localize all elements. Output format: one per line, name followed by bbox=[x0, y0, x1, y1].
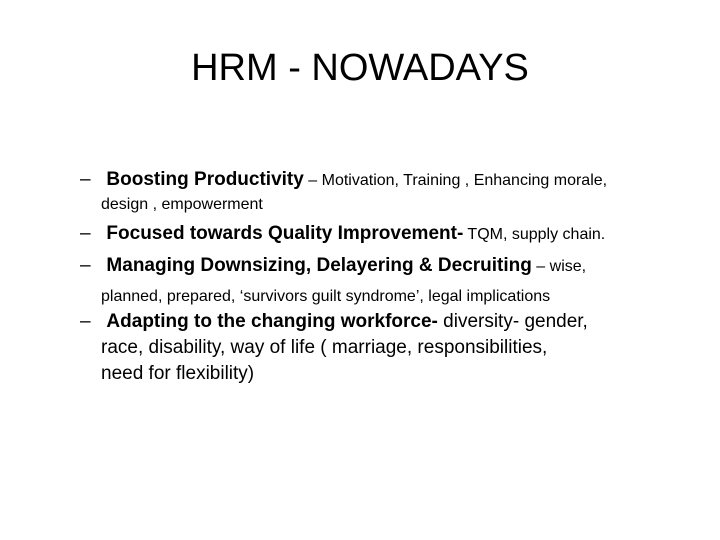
bullet-spacer bbox=[96, 255, 101, 276]
bullet-quality-improvement bbox=[80, 220, 690, 248]
bullet-continuation: race, disability, way of life ( marriage, responsibilities, bbox=[101, 337, 548, 358]
bullet-text: – wise, bbox=[531, 258, 587, 275]
bullet-dash: – bbox=[80, 255, 91, 276]
bullet-continuation: design , empowerment bbox=[101, 196, 263, 213]
bullet-text: – Motivation, Training , Enhancing morale, bbox=[303, 172, 608, 189]
bullet-dash: – bbox=[80, 223, 91, 244]
bullet-heading: Boosting Productivity bbox=[106, 169, 304, 190]
slide-title: HRM - NOWADAYS bbox=[191, 47, 529, 89]
bullet-line bbox=[80, 309, 690, 335]
bullet-dash: – bbox=[80, 311, 91, 332]
bullet-boosting-productivity bbox=[80, 166, 690, 216]
bullet-spacer bbox=[96, 169, 101, 190]
bullet-text: TQM, supply chain. bbox=[463, 226, 606, 243]
bullet-continuation: need for flexibility) bbox=[101, 363, 255, 384]
bullet-spacer bbox=[96, 311, 101, 332]
bullet-continuation: planned, prepared, ‘survivors guilt syndrome’, legal implications bbox=[101, 288, 551, 305]
bullet-heading: Adapting to the changing workforce- bbox=[106, 311, 438, 332]
bullet-spacer bbox=[96, 223, 101, 244]
bullet-changing-workforce bbox=[80, 309, 690, 387]
bullet-managing-downsizing bbox=[80, 252, 690, 308]
bullet-heading: Managing Downsizing, Delayering & Decruiting bbox=[106, 255, 532, 276]
bullet-line bbox=[80, 252, 690, 280]
bullet-text: diversity- gender, bbox=[437, 311, 588, 332]
bullet-dash: – bbox=[80, 169, 91, 190]
bullet-line bbox=[80, 166, 690, 194]
bullet-line bbox=[80, 220, 690, 248]
bullet-heading: Focused towards Quality Improvement- bbox=[106, 223, 464, 244]
